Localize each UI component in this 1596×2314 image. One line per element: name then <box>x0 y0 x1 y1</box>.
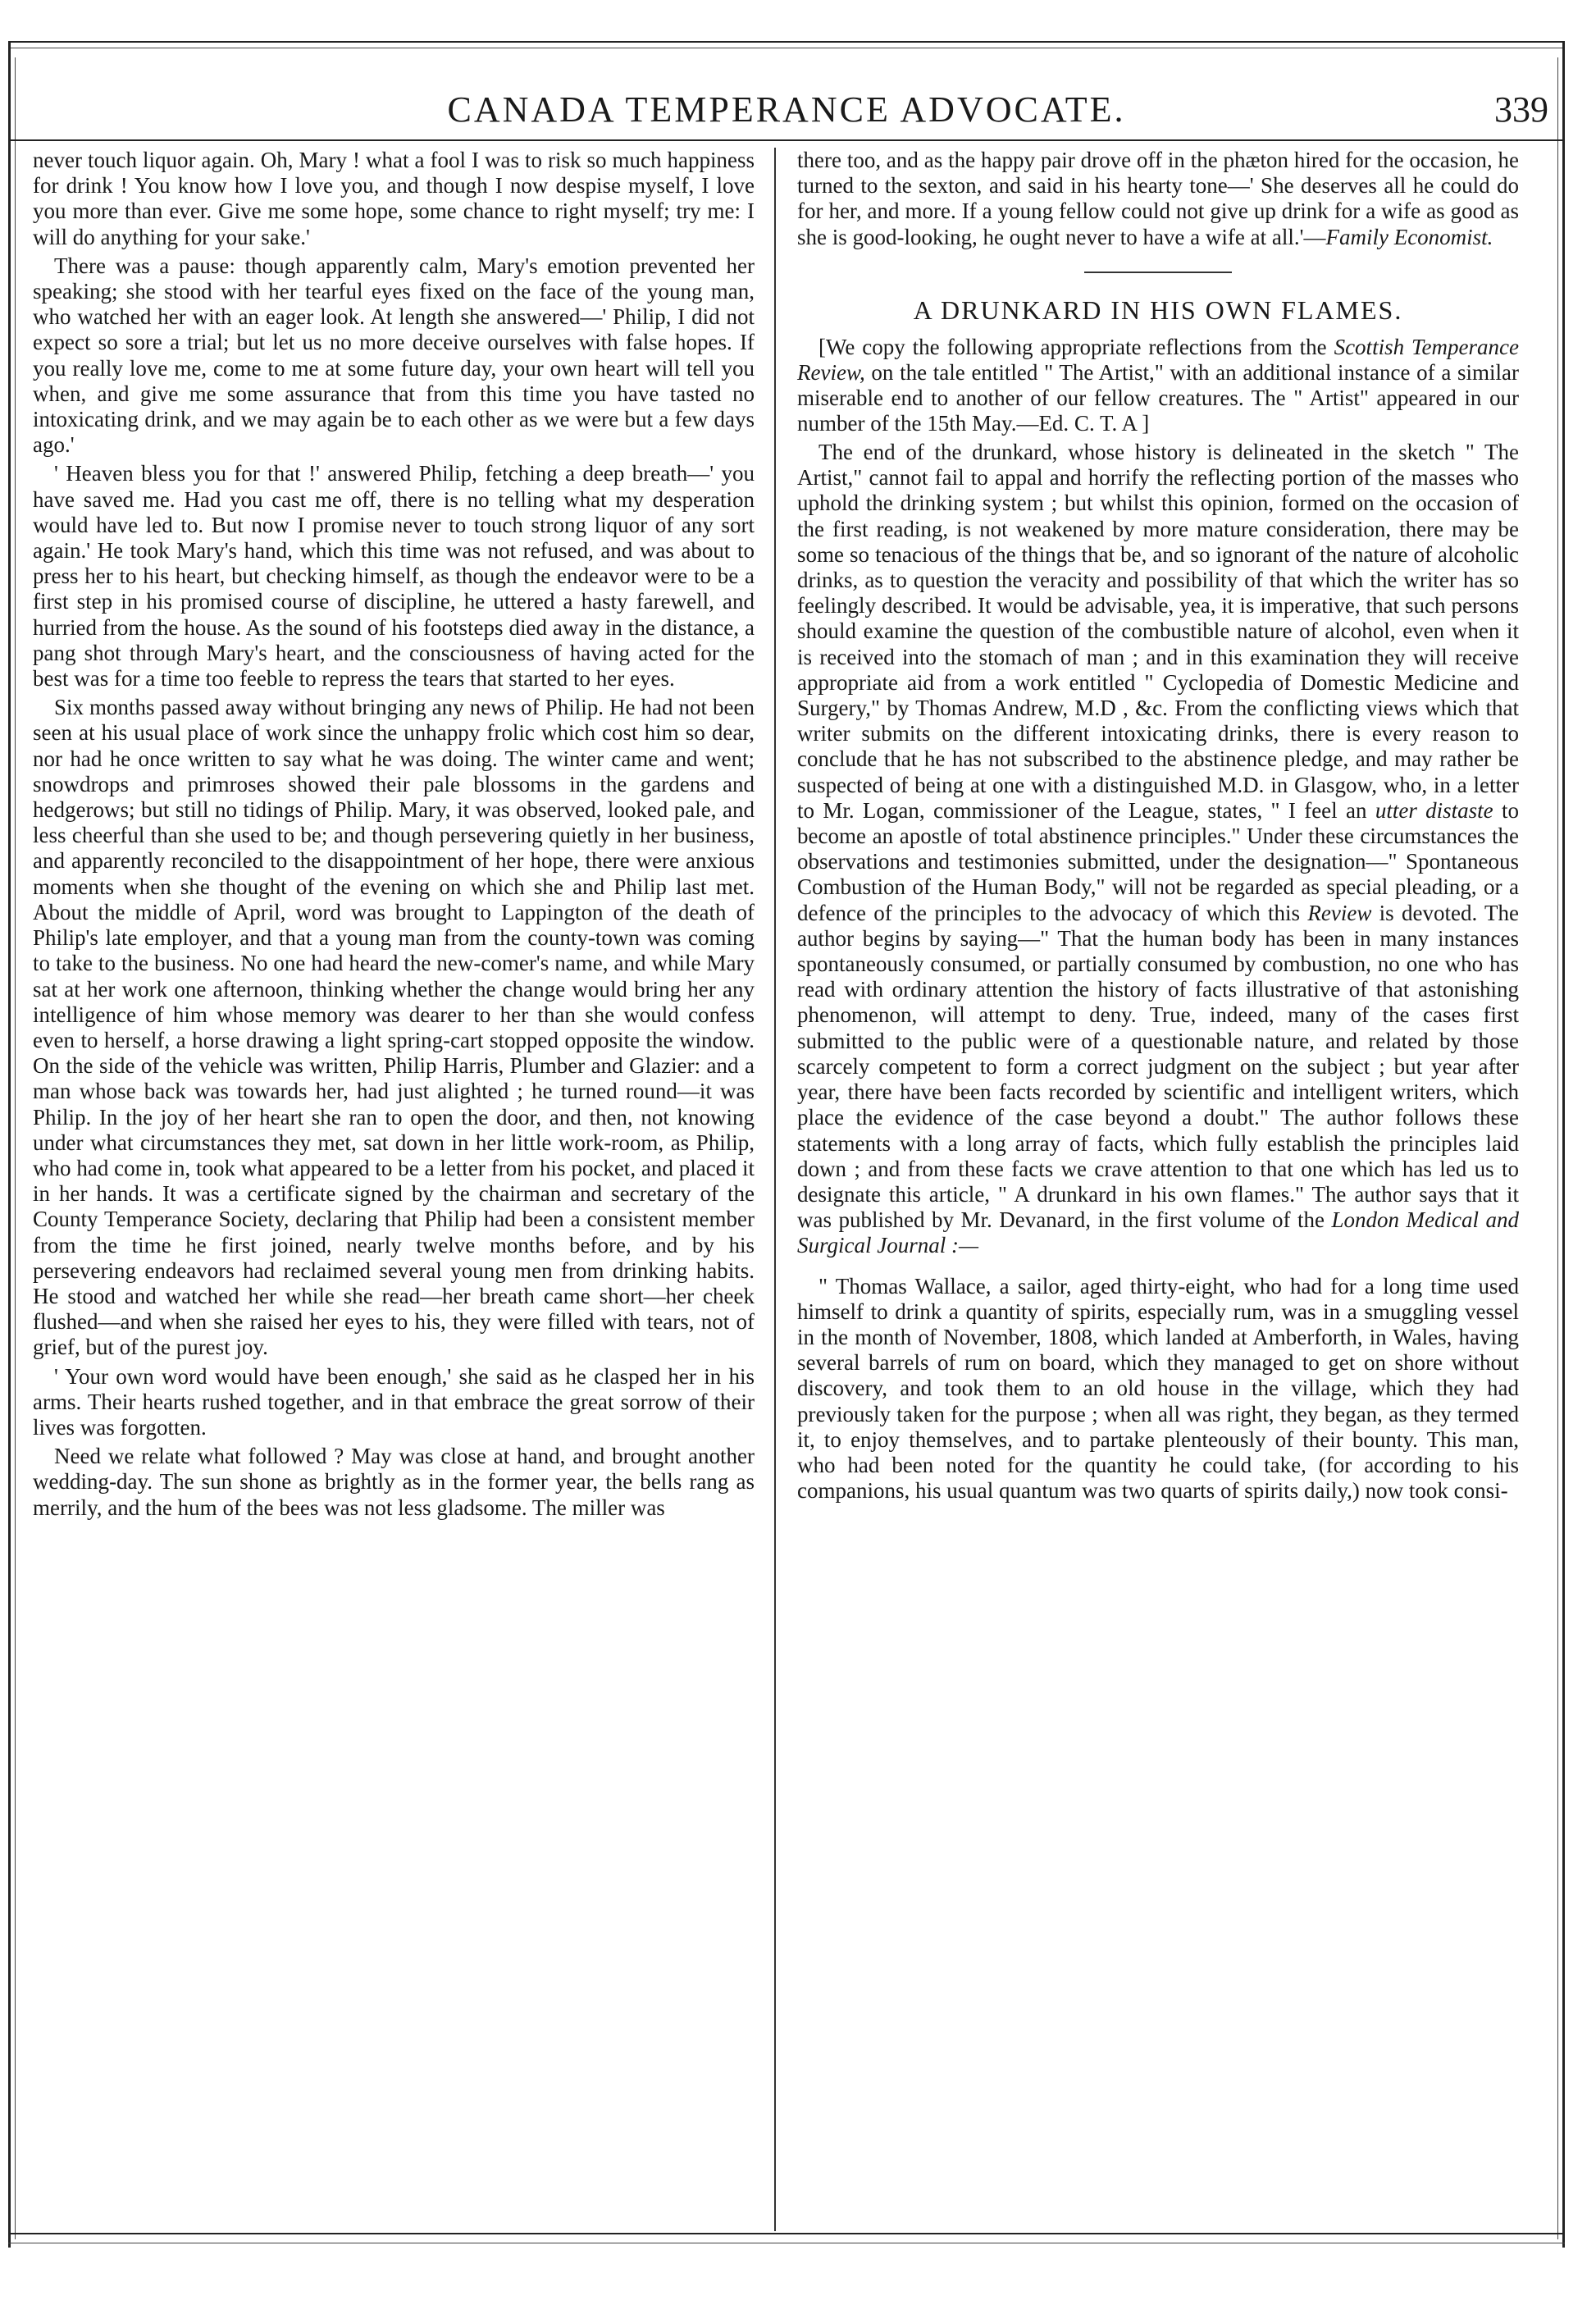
review-title: Scottish Temperance Review, <box>797 335 1519 386</box>
emphasis-text: utter distaste <box>1375 797 1493 823</box>
body-text: to become an apostle of total abstinence principles." Under these circumstances the observations and testimonies submitted, under the designation—" Spontaneous Combustion of the Human Body," will not be regarded as special pleading, or a defence of the principles to the advocacy of which this <box>797 797 1520 925</box>
left-border <box>8 41 11 2248</box>
body-text: The end of the drunkard, whose history is delineated in the sketch " The Artist," cannot fail to appal and horrify the reflecting portion of the masses who uphold the drinking system ; but whilst this opinion, formed on the occasion of the first reading, is not weakened by more mature consideration, there may be some so tenacious of the things that be, and so ignorant of the nature of alcoholic drinks, as to question the veracity and possibility of that which the writer has so feelingly described. It would be advisable, yea, it is imperative, that such persons should examine the question of the combustible nature of alcohol, even when it is received into the stomach of man ; and in this examination they will receive appropriate aid from a work entitled " Cyclopedia of Domestic Medicine and Surgery," by Thomas Andrew, M.D , &c. From the conflicting views which that writer submits on the different intoxicating drinks, there is every reason to conclude that he has not subscribed to the abstinence pledge, and may rather be suspected of being at one with a distinguished M.D. in Glasgow, who, in a letter to Mr. Logan, commissioner of the League, states, " I feel an <box>797 440 1519 823</box>
publication-title: CANADA TEMPERANCE ADVOCATE. <box>447 89 1126 130</box>
story-paragraph: ' Your own word would have been enough,' she said as he clasped her in his arms. Their hearts rushed together, and in that embrace the great sorrow of their lives was forgotten. <box>33 1363 755 1440</box>
editor-note-text: [We copy the following appropriate reflections from the <box>819 335 1327 360</box>
article-body <box>797 440 1519 1259</box>
story-paragraph: Need we relate what followed ? May was close at hand, and brought another wedding-day. The sun shone as brightly as in the former year, the bells rang as merrily, and the hum of the bees was not less gladsome. The miller was <box>33 1444 755 1520</box>
right-border-inner <box>1557 57 1558 2239</box>
story-continuation <box>797 148 1519 250</box>
article-headline: A DRUNKARD IN HIS OWN FLAMES. <box>913 294 1403 325</box>
editor-note-text: on the tale entitled " The Artist," with an additional instance of a similar miserable end to another of our fellow creatures. The " Artist" appeared in our number of the 15th May.—Ed. C. T. A ] <box>797 360 1520 436</box>
left-border-inner <box>15 57 16 2239</box>
header-rule <box>8 139 1565 141</box>
newspaper-page <box>8 41 1565 2256</box>
section-separator <box>1084 272 1232 273</box>
story-paragraph: never touch liquor again. Oh, Mary ! what a fool I was to risk so much happiness for drink ! You know how I love you, and though I now despise myself, I love you more than ever. Give me some hope, some chance to right myself; try me: I will do anything for your sake.' <box>33 148 755 249</box>
continuation-text: there too, and as the happy pair drove off in the phæton hired for the occasion, he turned to the sexton, and said in his hearty tone—' She deserves all he could do for her, and more. If a young fellow could not give up drink for a wife as good as she is good-looking, he ought never to have a wife at all.'— <box>797 148 1519 249</box>
spacer <box>797 1262 1519 1274</box>
left-column <box>33 148 755 1524</box>
story-paragraph: There was a pause: though apparently calm, Mary's emotion prevented her speaking; she stood with her tearful eyes fixed on the face of the young man, who watched her with an eager look. At length she answered—' Philip, I did not expect so sore a trial; but let us no more deceive ourselves with false hopes. If you really love me, come to me at some future day, your own heart will tell you when, and give me some assurance that from this time you have tasted no intoxicating drink, and we may again be to each other as we were but a few days ago.' <box>33 253 755 458</box>
quoted-case: " Thomas Wallace, a sailor, aged thirty-eight, who had for a long time used himself to drink a quantity of spirits, especially rum, was in a smuggling vessel in the month of November, 1808, which landed at Amberforth, in Wales, having several barrels of rum on board, which they managed to get on shore without discovery, and took them to an old house in the village, which they had previously taken for the purpose ; when all was right, they began, as they termed it, to enjoy themselves, and to partake plenteously of their bounty. This man, who had been noted for the quantity he could take, (for according to his companions, his usual quantum was two quarts of spirits daily,) now took consi- <box>797 1273 1519 1504</box>
story-paragraph: Six months passed away without bringing any news of Philip. He had not been seen at his usual place of work since the unhappy frolic which cost him so dear, nor had he once written to say what he was doing. The winter came and went; snowdrops and primroses showed their pale blossoms in the gardens and hedgerows; but still no tidings of Philip. Mary, it was observed, looked pale, and less cheerful than she used to be; and though persevering quietly in her business, and apparently reconciled to the disappointment of her hope, there were anxious moments when she thought of the evening on which she and Philip last met. About the middle of April, word was brought to Lappington of the death of Philip's late employer, and that a young man from the county-town was coming to take to the business. No one had heard the new-comer's name, and while Mary sat at her work one afternoon, thinking whether the change would bring her any intelligence of him whose memory was dearer to her than she would confess even to herself, a horse drawing a light spring-cart stopped opposite the window. On the side of the vehicle was written, Philip Harris, Plumber and Glazier: and a man whose back was towards her, had just alighted ; he turned round—it was Philip. In the joy of her heart she ran to open the door, and then, not knowing under what circumstances they met, sat down in her little work-room, as Philip, who had come in, took what appeared to be a letter from his pocket, and placed it in her hands. It was a certificate signed by the chairman and secretary of the County Temperance Society, declaring that Philip had been a consistent member from the time he first joined, nearly twelve months before, and by his persevering endeavors had reclaimed several young men from drinking habits. He stood and watched her while she read—her breath came short—her cheek flushed—and when she raised her eyes to his, they were filled with tears, not of grief, but of the purest joy. <box>33 695 755 1360</box>
story-paragraph: ' Heaven bless you for that !' answered Philip, fetching a deep breath—' you have saved me. Had you cast me off, there is no telling what my desperation would have led to. But now I promise never to touch strong liquor of any sort again.' He took Mary's hand, which this time was not refused, and was about to press her to his heart, but checking himself, as though the endeavor were to be a first step in his promised course of discipline, he uttered a hasty farewell, and hurried from the house. As the sound of his footsteps died away in the distance, a pang shot through Mary's heart, and the consciousness of having acted for the best was for a time too feeble to repress the tears that started to her eyes. <box>33 461 755 691</box>
bottom-rule <box>8 2233 1565 2234</box>
page-number: 339 <box>1494 89 1548 130</box>
page-header <box>8 77 1565 138</box>
editor-note <box>797 335 1519 436</box>
right-border <box>1562 41 1565 2248</box>
body-text: is devoted. The author begins by saying—" That the human body has been in many instances spontaneously consumed, or partially consumed by combustion, no one who has read with ordinary attention the history of facts illustrative of that astonishing phenomenon, will attempt to deny. True, indeed, many of the cases first submitted to the public were of a questionable nature, and related by those scarcely competent to form a correct judgment on the subject ; but year after year, there have been facts recorded by scientific and intelligent writers, which place the evidence of the case beyond a doubt." The author follows these statements with a long array of facts, which fully establish the principles laid down ; and from these facts we crave attention to that one which has led us to designate this article, " A drunkard in his own flames." The author says that it was published by Mr. Devanard, in the first volume of the <box>797 900 1519 1233</box>
column-divider <box>774 148 776 2231</box>
right-column <box>797 148 1519 1507</box>
journal-title: London Medical and Surgical Journal :— <box>797 1207 1519 1258</box>
emphasis-text: Review <box>1307 900 1372 925</box>
continuation-source: Family Economist. <box>1325 224 1493 249</box>
top-rule <box>8 41 1565 43</box>
